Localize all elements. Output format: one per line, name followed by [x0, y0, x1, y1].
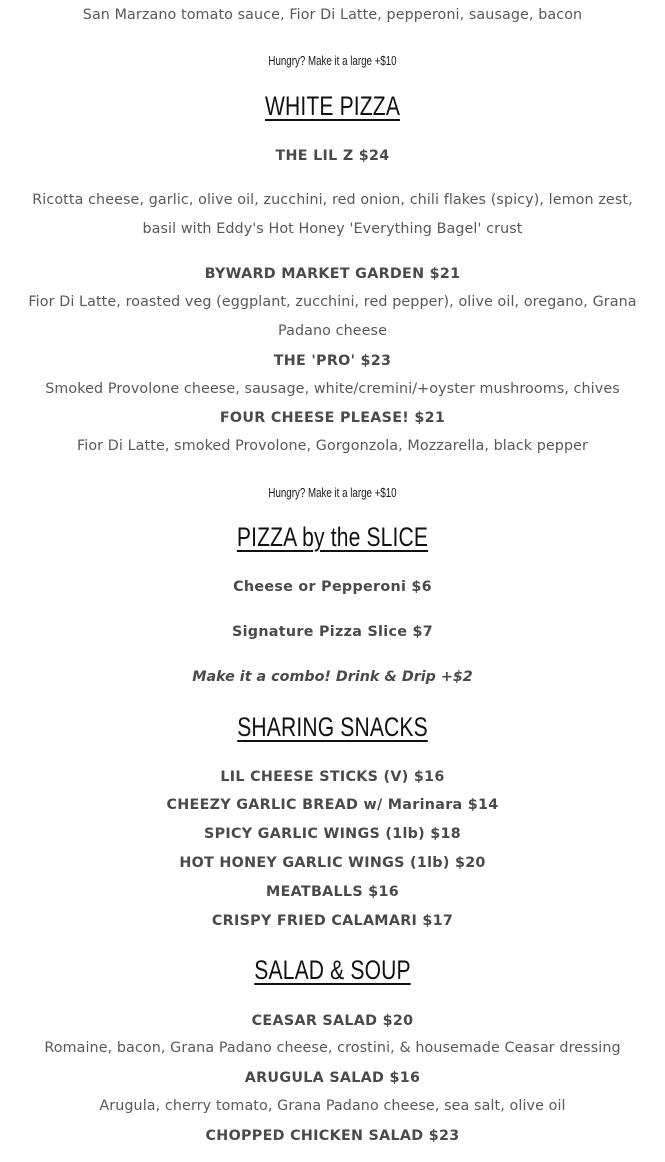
menu-item-name: CEASAR SALAD $20	[251, 1013, 414, 1029]
menu-item-name: Cheese or Pepperoni $6	[233, 579, 432, 595]
menu-item-name: CHOPPED CHICKEN SALAD $23	[205, 1128, 460, 1144]
combo-offer: Make it a combo! Drink & Drip +$2	[192, 669, 473, 685]
menu-item-name: SPICY GARLIC WINGS (1lb) $18	[203, 826, 462, 842]
menu-item-name: LIL CHEESE STICKS (V) $16	[220, 769, 445, 785]
section-heading-white-pizza: WHITE PIZZA	[264, 91, 401, 121]
large-upgrade-note: Hungry? Make it a large +$10	[268, 486, 397, 500]
menu-item-name: ARUGULA SALAD $16	[244, 1070, 421, 1086]
menu-item-name: BYWARD MARKET GARDEN $21	[204, 266, 461, 282]
item-description: Smoked Provolone cheese, sausage, white/cremini/+oyster mushrooms, chives	[45, 381, 620, 397]
item-description: basil with Eddy's Hot Honey 'Everything Bagel' crust	[142, 221, 523, 237]
item-description: Padano cheese	[278, 323, 387, 339]
menu-item-name: MEATBALLS $16	[266, 884, 399, 900]
menu-item-name: THE LIL Z $24	[275, 148, 390, 164]
section-heading-snacks: SHARING SNACKS	[237, 712, 428, 742]
menu-item-name: Signature Pizza Slice $7	[232, 624, 433, 640]
section-heading-salad-soup: SALAD & SOUP	[254, 955, 411, 985]
menu-item-name: CHEEZY GARLIC BREAD w/ Marinara $14	[166, 797, 499, 813]
menu-item-name: HOT HONEY GARLIC WINGS (1lb) $20	[179, 855, 486, 871]
large-upgrade-note: Hungry? Make it a large +$10	[268, 54, 397, 68]
item-description: San Marzano tomato sauce, Fior Di Latte, pepperoni, sausage, bacon	[82, 7, 583, 23]
item-description: Arugula, cherry tomato, Grana Padano cheese, sea salt, olive oil	[99, 1098, 566, 1114]
menu-item-name: CRISPY FRIED CALAMARI $17	[211, 913, 454, 929]
item-description: Ricotta cheese, garlic, olive oil, zucchini, red onion, chili flakes (spicy), lemon zest,	[32, 192, 633, 208]
item-description: Fior Di Latte, smoked Provolone, Gorgonzola, Mozzarella, black pepper	[76, 438, 589, 454]
menu-item-name: FOUR CHEESE PLEASE! $21	[219, 410, 446, 426]
section-heading-slice: PIZZA by the SLICE	[236, 522, 429, 552]
item-description: Fior Di Latte, roasted veg (eggplant, zucchini, red pepper), olive oil, oregano, Grana	[28, 294, 637, 310]
menu-item-name: THE 'PRO' $23	[273, 353, 392, 369]
item-description: Romaine, bacon, Grana Padano cheese, crostini, & housemade Ceasar dressing	[44, 1040, 621, 1056]
